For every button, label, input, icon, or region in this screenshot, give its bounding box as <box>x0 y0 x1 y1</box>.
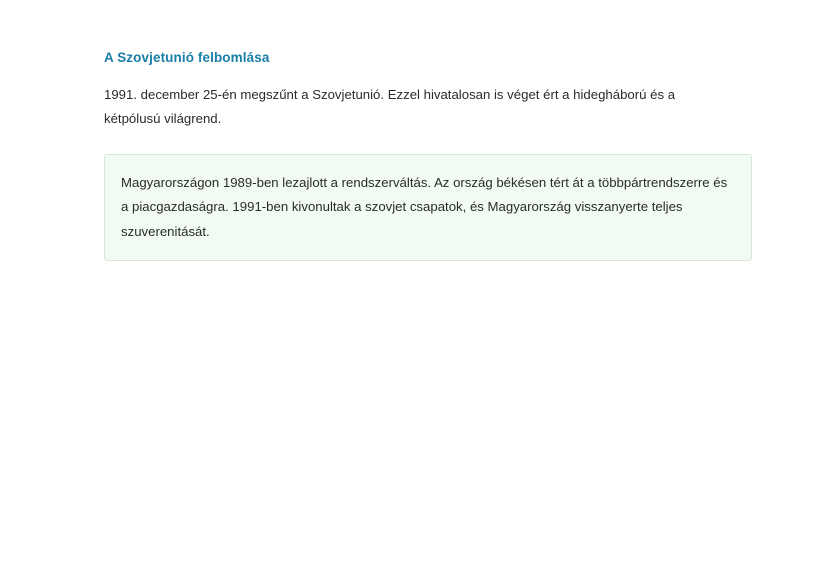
page-title: A Szovjetunió felbomlása <box>104 50 270 65</box>
body-paragraph: 1991. december 25-én megszűnt a Szovjetunió. Ezzel hivatalosan is véget ért a hidegháború és a kétpólusú világrend. <box>104 87 676 127</box>
callout-box <box>104 154 752 261</box>
document-content <box>104 50 752 261</box>
callout-text: Magyarországon 1989-ben lezajlott a rendszerváltás. Az ország békésen tért át a többpártrendszerre és a piacgazdaságra. 1991-ben kivonultak a szovjet csapatok, és Magyarország visszanyerte teljes szuverenitását. <box>121 174 728 239</box>
